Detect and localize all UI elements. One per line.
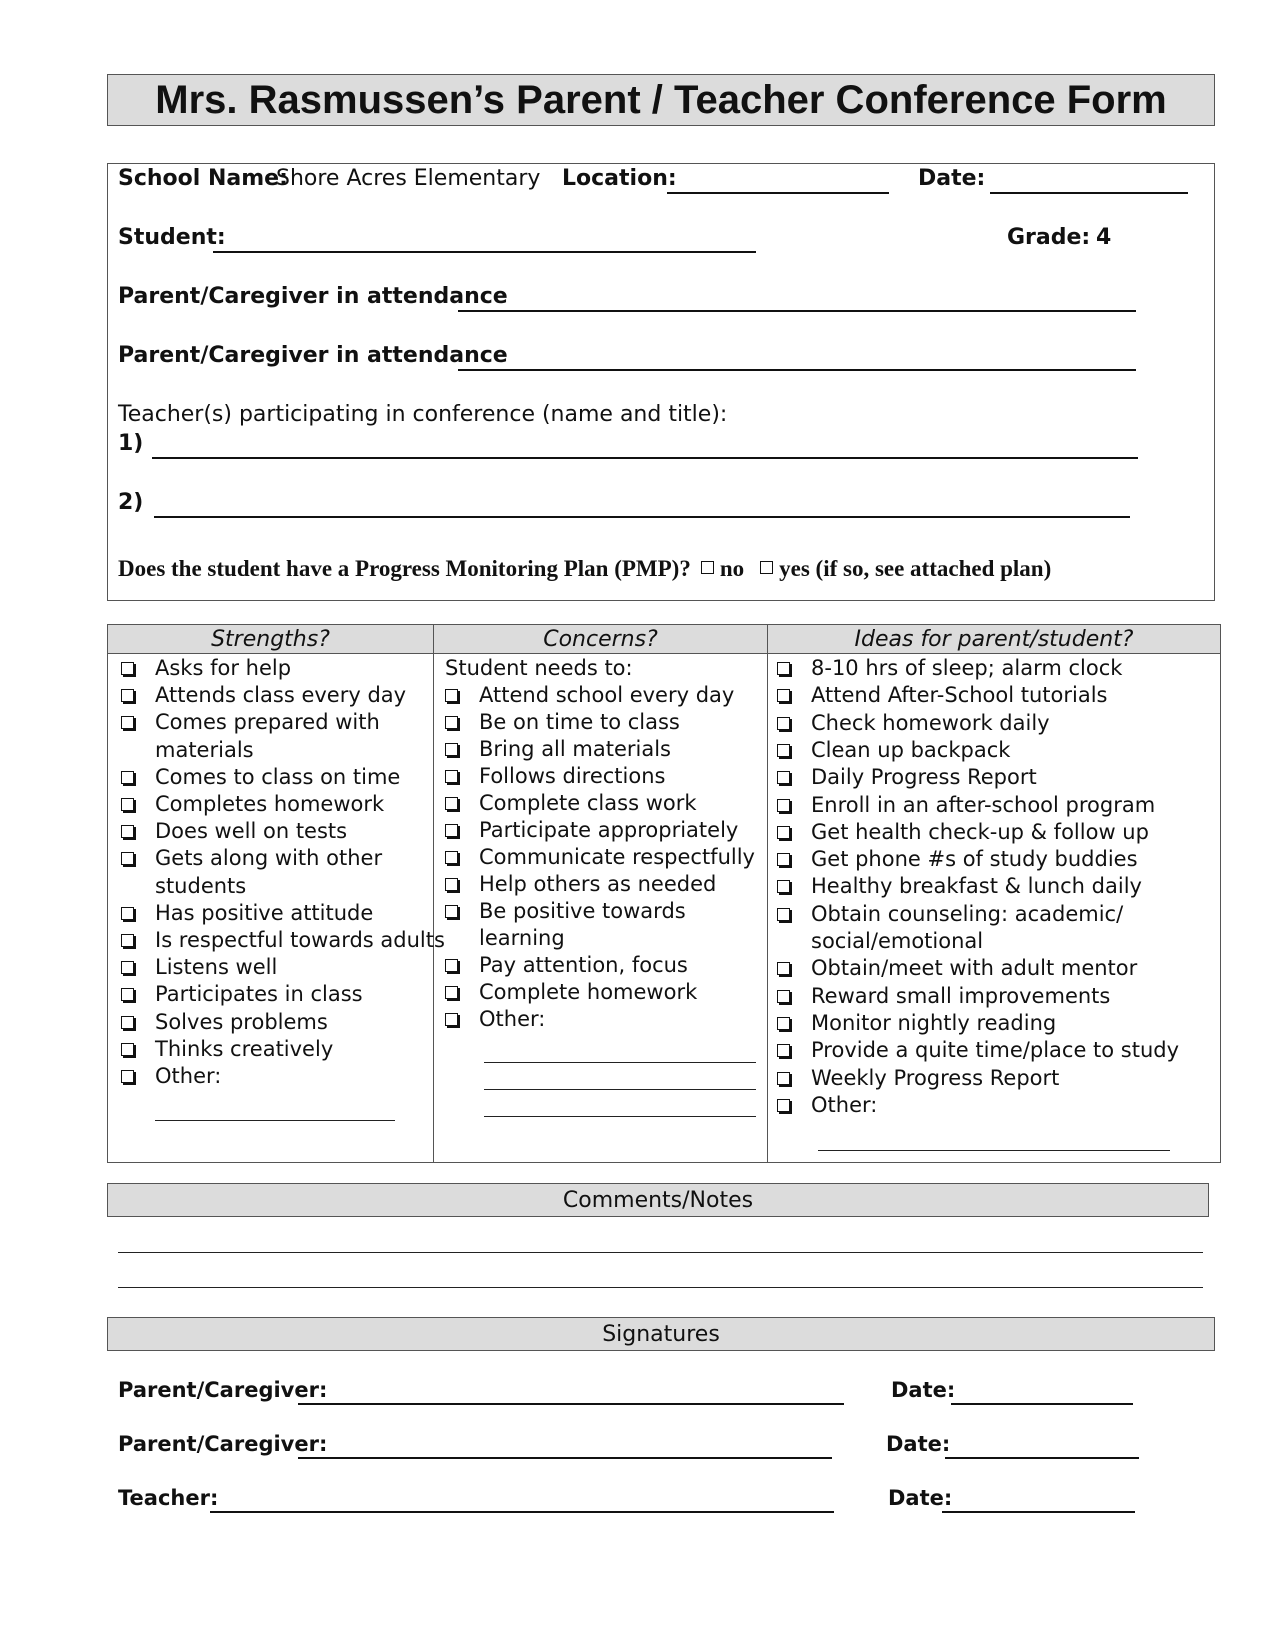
date2-field[interactable] [945,1457,1139,1459]
comments-line-1[interactable] [118,1252,1203,1253]
comments-header: Comments/Notes [107,1183,1209,1217]
strengths-checkbox[interactable] [121,907,134,920]
concerns-checkbox[interactable] [445,743,458,756]
ideas-checkbox[interactable] [777,1017,790,1030]
concerns-other-field-2[interactable] [484,1089,756,1090]
strengths-checkbox[interactable] [121,988,134,1001]
parent2-attendance-field[interactable] [458,369,1136,371]
strengths-item: materials [155,737,254,762]
ideas-item: Enroll in an after-school program [811,792,1156,817]
strengths-item: Does well on tests [155,819,348,844]
school-name-value: Shore Acres Elementary [276,166,541,191]
strengths-item: Attends class every day [155,683,407,708]
concerns-item: Pay attention, focus [479,953,688,977]
pmp-no-label: no [719,556,745,581]
concerns-checkbox[interactable] [445,716,458,729]
ideas-item: Weekly Progress Report [811,1065,1060,1090]
parent1-signature-label: Parent/Caregiver: [118,1378,328,1402]
date3-field[interactable] [942,1511,1135,1513]
strengths-checkbox[interactable] [121,1043,134,1056]
concerns-checkbox[interactable] [445,689,458,702]
teacher1-field[interactable] [152,457,1138,459]
date1-label: Date: [891,1378,956,1402]
parent2-signature-label: Parent/Caregiver: [118,1432,328,1456]
ideas-item: Other: [811,1092,878,1117]
concerns-other-field-3[interactable] [484,1116,756,1117]
column-divider [433,625,434,1162]
column-divider [767,625,768,1162]
concerns-checkbox[interactable] [445,797,458,810]
strengths-item: Has positive attitude [155,900,374,925]
ideas-checkbox[interactable] [777,826,790,839]
ideas-checkbox[interactable] [777,990,790,1003]
ideas-checkbox[interactable] [777,962,790,975]
ideas-item: Daily Progress Report [811,765,1037,790]
concerns-item: Complete homework [479,980,698,1004]
ideas-item: Attend After-School tutorials [811,683,1108,708]
strengths-checkbox[interactable] [121,798,134,811]
ideas-checkbox[interactable] [777,1072,790,1085]
teacher2-field[interactable] [154,516,1130,518]
date-field[interactable] [990,192,1188,194]
concerns-intro: Student needs to: [445,656,633,680]
location-field[interactable] [667,192,889,194]
concerns-item: Follows directions [479,764,666,788]
pmp-yes-label: yes (if so, see attached plan) [779,556,1052,581]
ideas-checkbox[interactable] [777,662,790,675]
strengths-checkbox[interactable] [121,1070,134,1083]
strengths-item: students [155,873,247,898]
ideas-checkbox[interactable] [777,1099,790,1112]
student-label: Student: [118,225,226,250]
strengths-item: Comes to class on time [155,764,401,789]
strengths-checkbox[interactable] [121,961,134,974]
grade-label: Grade: [1007,225,1091,250]
strengths-item: Gets along with other [155,846,383,871]
student-field[interactable] [213,251,756,253]
concerns-item: learning [479,926,565,950]
ideas-item: Obtain counseling: academic/ [811,901,1124,926]
strengths-other-field[interactable] [155,1120,395,1121]
ideas-checkbox[interactable] [777,880,790,893]
concerns-header: Concerns? [434,625,767,654]
concerns-checkbox[interactable] [445,824,458,837]
concerns-checkbox[interactable] [445,986,458,999]
ideas-item: Get health check-up & follow up [811,819,1149,844]
ideas-checkbox[interactable] [777,717,790,730]
ideas-header: Ideas for parent/student? [768,625,1220,654]
ideas-checkbox[interactable] [777,853,790,866]
teachers-participating-label: Teacher(s) participating in conference (name and title): [118,402,728,427]
school-name-label: School Name: [118,166,288,191]
ideas-item: Get phone #s of study buddies [811,847,1138,872]
strengths-header: Strengths? [108,625,433,654]
concerns-item: Participate appropriately [479,818,739,842]
signatures-header: Signatures [107,1317,1215,1351]
ideas-checkbox[interactable] [777,799,790,812]
concerns-item: Attend school every day [479,683,735,707]
strengths-item: Other: [155,1064,222,1088]
concerns-item: Bring all materials [479,737,671,761]
concerns-item: Complete class work [479,791,697,815]
ideas-item: Monitor nightly reading [811,1010,1057,1035]
parent1-attendance-label: Parent/Caregiver in attendance [118,284,508,309]
parent1-attendance-field[interactable] [458,310,1136,312]
teacher-signature-label: Teacher: [118,1486,219,1510]
ideas-item: Healthy breakfast & lunch daily [811,874,1142,899]
concerns-item: Help others as needed [479,872,717,896]
ideas-checkbox[interactable] [777,1044,790,1057]
strengths-checkbox[interactable] [121,771,134,784]
date-label: Date: [918,166,986,191]
strengths-checkbox[interactable] [121,716,134,729]
strengths-item: Asks for help [155,656,292,680]
strengths-item: Thinks creatively [155,1036,334,1061]
strengths-item: Is respectful towards adults [155,928,445,952]
date2-label: Date: [886,1432,951,1456]
strengths-item: Comes prepared with [155,710,380,735]
pmp-no-checkbox[interactable] [701,561,714,574]
teacher2-number: 2) [118,490,144,515]
ideas-item: Obtain/meet with adult mentor [811,956,1138,981]
concerns-other-field-1[interactable] [484,1062,756,1063]
teacher-signature-field[interactable] [210,1511,834,1513]
strengths-checkbox[interactable] [121,689,134,702]
concerns-checkbox[interactable] [445,878,458,891]
concerns-item: Communicate respectfully [479,845,755,869]
ideas-item: Check homework daily [811,710,1050,735]
strengths-checkbox[interactable] [121,852,134,865]
ideas-checkbox[interactable] [777,771,790,784]
ideas-item: Provide a quite time/place to study [811,1038,1180,1063]
strengths-item: Completes homework [155,792,385,816]
pmp-question-row [118,556,1051,582]
strengths-checkbox[interactable] [121,825,134,838]
concerns-checkbox[interactable] [445,851,458,864]
strengths-checkbox[interactable] [121,662,134,675]
concerns-checkbox[interactable] [445,959,458,972]
ideas-item: Reward small improvements [811,983,1111,1008]
concerns-checkbox[interactable] [445,770,458,783]
ideas-other-field[interactable] [818,1150,1170,1151]
concerns-checkbox[interactable] [445,1013,458,1026]
ideas-checkbox[interactable] [777,744,790,757]
concerns-item: Other: [479,1007,546,1031]
date3-label: Date: [888,1486,953,1510]
ideas-item: social/emotional [811,929,984,953]
concerns-item: Be on time to class [479,710,680,734]
page-title: Mrs. Rasmussen’s Parent / Teacher Conference Form [107,74,1215,126]
teacher1-number: 1) [118,431,144,456]
ideas-checkbox[interactable] [777,689,790,702]
grade-value: 4 [1096,225,1112,250]
ideas-checkbox[interactable] [777,908,790,921]
concerns-checkbox[interactable] [445,905,458,918]
strengths-checkbox[interactable] [121,1016,134,1029]
comments-line-2[interactable] [118,1287,1203,1288]
ideas-item: 8-10 hrs of sleep; alarm clock [811,656,1123,680]
strengths-item: Listens well [155,955,278,980]
pmp-question: Does the student have a Progress Monitoring Plan (PMP)? [118,556,691,581]
strengths-checkbox[interactable] [121,934,134,947]
ideas-item: Clean up backpack [811,737,1011,762]
location-label: Location: [562,166,677,191]
strengths-item: Participates in class [155,982,363,1007]
pmp-yes-checkbox[interactable] [760,561,773,574]
parent1-signature-field[interactable] [298,1403,844,1405]
concerns-item: Be positive towards [479,899,686,923]
date1-field[interactable] [951,1403,1133,1405]
parent2-signature-field[interactable] [298,1457,832,1459]
parent2-attendance-label: Parent/Caregiver in attendance [118,343,508,368]
strengths-item: Solves problems [155,1009,328,1034]
